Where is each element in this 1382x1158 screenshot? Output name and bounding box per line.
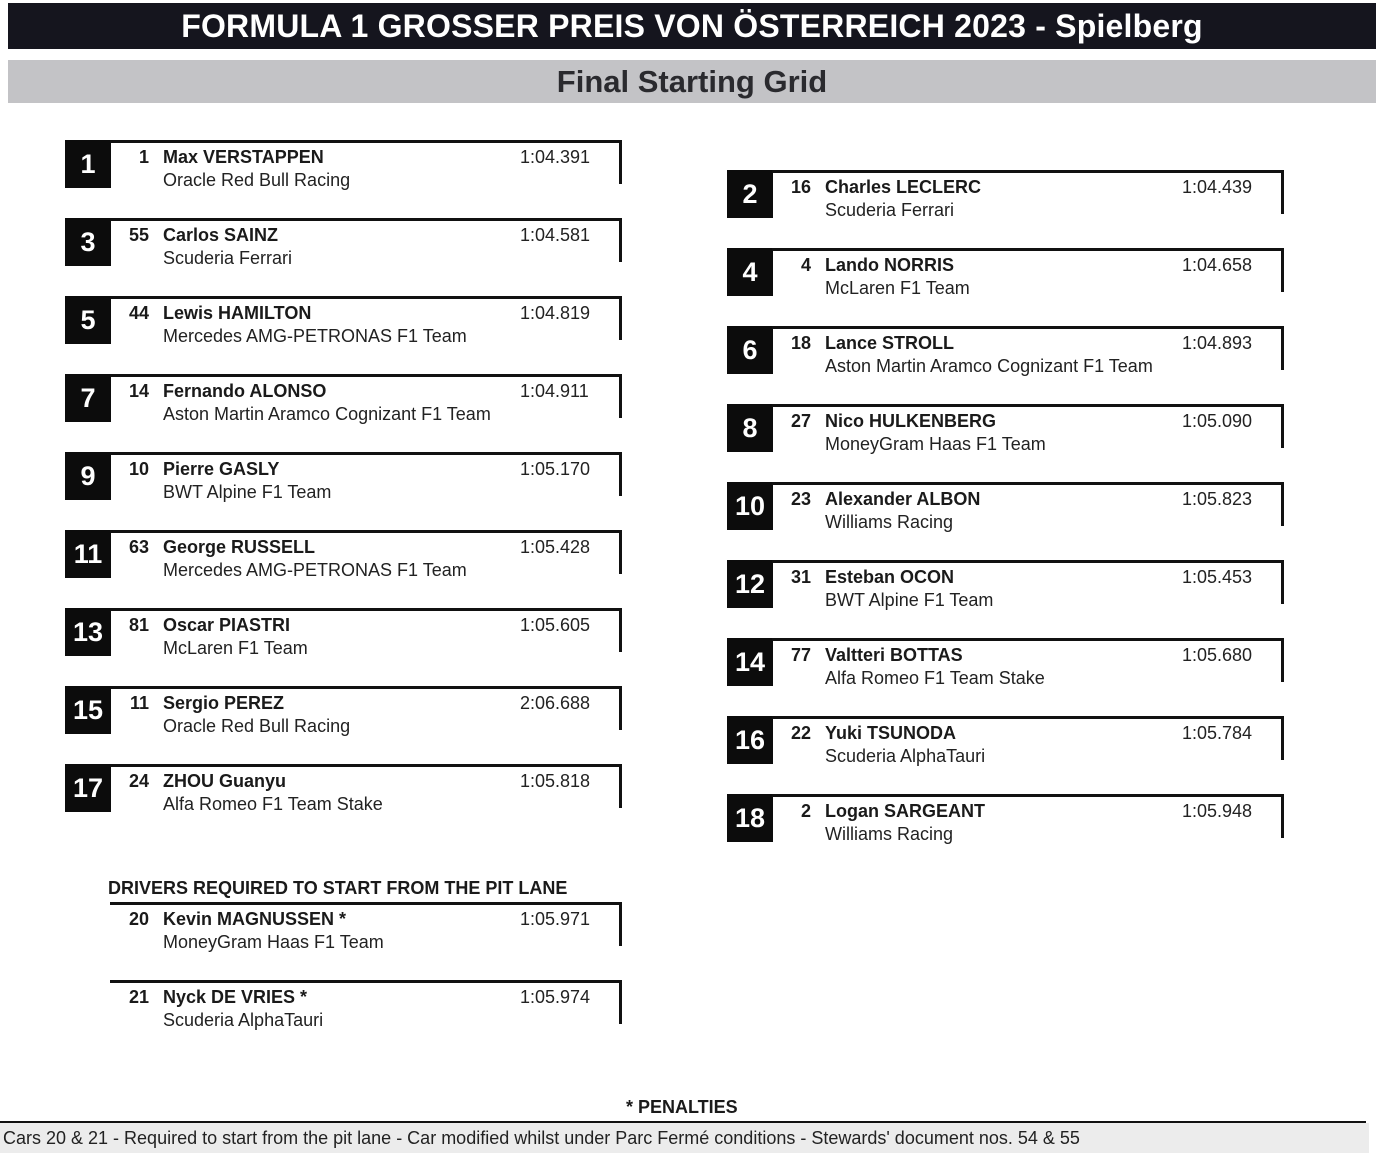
driver-name: Nico HULKENBERG xyxy=(825,411,997,431)
penalties-heading: * PENALTIES xyxy=(626,1097,738,1117)
car-number: 55 xyxy=(128,225,149,245)
grid-slot-10 xyxy=(727,482,1287,532)
car-number: 18 xyxy=(790,333,811,353)
team-name: Alfa Romeo F1 Team Stake xyxy=(825,668,1045,688)
team-name: Scuderia Ferrari xyxy=(163,248,293,268)
grid-position: 11 xyxy=(65,530,111,578)
team-name: Williams Racing xyxy=(825,512,954,532)
team-name: Scuderia AlphaTauri xyxy=(163,1010,324,1030)
car-number: 22 xyxy=(790,723,811,743)
grid-position: 7 xyxy=(65,374,111,422)
car-number: 14 xyxy=(128,381,149,401)
team-name: Mercedes AMG-PETRONAS F1 Team xyxy=(163,560,467,580)
grid-position: 14 xyxy=(727,638,773,686)
team-name: Aston Martin Aramco Cognizant F1 Team xyxy=(163,404,491,424)
driver-name: Max VERSTAPPEN xyxy=(163,147,324,167)
team-name: Alfa Romeo F1 Team Stake xyxy=(163,794,383,814)
car-number: 10 xyxy=(128,459,149,479)
car-number: 20 xyxy=(128,909,149,929)
team-name: Aston Martin Aramco Cognizant F1 Team xyxy=(825,356,1153,376)
driver-name: Pierre GASLY xyxy=(163,459,280,479)
driver-name: Esteban OCON xyxy=(825,567,955,587)
driver-name: Logan SARGEANT xyxy=(825,801,985,821)
driver-name: Alexander ALBON xyxy=(825,489,981,509)
lap-time: 1:05.948 xyxy=(1182,801,1253,821)
team-name: Scuderia AlphaTauri xyxy=(825,746,986,766)
grid-position: 18 xyxy=(727,794,773,842)
car-number: 77 xyxy=(790,645,811,665)
grid-slot-16 xyxy=(727,716,1287,766)
grid-slot-6 xyxy=(727,326,1287,376)
grid-position: 9 xyxy=(65,452,111,500)
grid-position: 13 xyxy=(65,608,111,656)
driver-name: Carlos SAINZ xyxy=(163,225,279,245)
team-name: McLaren F1 Team xyxy=(163,638,308,658)
grid-slot-7 xyxy=(65,374,625,424)
driver-name: Fernando ALONSO xyxy=(163,381,327,401)
lap-time: 1:05.971 xyxy=(520,909,591,929)
driver-name: George RUSSELL xyxy=(163,537,316,557)
document-title: FORMULA 1 GROSSER PREIS VON ÖSTERREICH 2023 - Spielberg xyxy=(8,3,1376,49)
grid-position: 16 xyxy=(727,716,773,764)
pit-lane-heading: DRIVERS REQUIRED TO START FROM THE PIT LANE xyxy=(108,878,568,898)
grid-position: 12 xyxy=(727,560,773,608)
driver-name: Lando NORRIS xyxy=(825,255,954,275)
grid-slot-2 xyxy=(727,170,1287,220)
lap-time: 1:04.581 xyxy=(520,225,591,245)
car-number: 23 xyxy=(790,489,811,509)
team-name: BWT Alpine F1 Team xyxy=(825,590,994,610)
grid-slot-4 xyxy=(727,248,1287,298)
grid-slot-12 xyxy=(727,560,1287,610)
car-number: 1 xyxy=(138,147,149,167)
grid-position: 8 xyxy=(727,404,773,452)
car-number: 44 xyxy=(128,303,149,323)
grid-position: 6 xyxy=(727,326,773,374)
team-name: Williams Racing xyxy=(825,824,954,844)
car-number: 21 xyxy=(128,987,149,1007)
grid-slot-5 xyxy=(65,296,625,346)
driver-name: Oscar PIASTRI xyxy=(163,615,291,635)
grid-slot-17 xyxy=(65,764,625,814)
car-number: 63 xyxy=(128,537,149,557)
driver-name: Sergio PEREZ xyxy=(163,693,285,713)
lap-time: 1:05.784 xyxy=(1182,723,1253,743)
lap-time: 1:05.974 xyxy=(520,987,591,1007)
driver-name: Yuki TSUNODA xyxy=(825,723,957,743)
grid-position: 5 xyxy=(65,296,111,344)
lap-time: 1:04.658 xyxy=(1182,255,1253,275)
grid-position: 1 xyxy=(65,140,111,188)
team-name: McLaren F1 Team xyxy=(825,278,970,298)
lap-time: 1:04.819 xyxy=(520,303,591,323)
team-name: Mercedes AMG-PETRONAS F1 Team xyxy=(163,326,467,346)
grid-position: 15 xyxy=(65,686,111,734)
team-name: BWT Alpine F1 Team xyxy=(163,482,332,502)
grid-slot-8 xyxy=(727,404,1287,454)
lap-time: 1:04.911 xyxy=(520,381,589,401)
lap-time: 1:05.090 xyxy=(1182,411,1253,431)
driver-name: Kevin MAGNUSSEN * xyxy=(163,909,347,929)
pit-lane-slot xyxy=(65,980,625,1030)
lap-time: 1:05.818 xyxy=(520,771,591,791)
lap-time: 1:05.605 xyxy=(520,615,591,635)
lap-time: 1:05.428 xyxy=(520,537,591,557)
grid-position: 10 xyxy=(727,482,773,530)
car-number: 4 xyxy=(800,255,811,275)
driver-name: Lance STROLL xyxy=(825,333,955,353)
lap-time: 2:06.688 xyxy=(520,693,591,713)
lap-time: 1:04.439 xyxy=(1182,177,1253,197)
driver-name: Valtteri BOTTAS xyxy=(825,645,963,665)
grid-position: 17 xyxy=(65,764,111,812)
lap-time: 1:04.893 xyxy=(1182,333,1253,353)
driver-name: Lewis HAMILTON xyxy=(163,303,312,323)
grid-slot-14 xyxy=(727,638,1287,688)
grid-slot-13 xyxy=(65,608,625,658)
team-name: MoneyGram Haas F1 Team xyxy=(163,932,384,952)
penalty-note: Cars 20 & 21 - Required to start from the pit lane - Car modified whilst under Parc Fermé conditions - Stewards' document nos. 54 & 55 xyxy=(0,1123,1369,1153)
grid-slot-15 xyxy=(65,686,625,736)
team-name: Oracle Red Bull Racing xyxy=(163,716,351,736)
grid-position: 3 xyxy=(65,218,111,266)
car-number: 27 xyxy=(790,411,811,431)
car-number: 11 xyxy=(129,693,149,713)
pit-lane-slot xyxy=(65,902,625,952)
document-subtitle: Final Starting Grid xyxy=(8,60,1376,103)
grid-slot-11 xyxy=(65,530,625,580)
grid-slot-3 xyxy=(65,218,625,268)
grid-slot-18 xyxy=(727,794,1287,844)
car-number: 16 xyxy=(790,177,811,197)
lap-time: 1:04.391 xyxy=(520,147,591,167)
lap-time: 1:05.680 xyxy=(1182,645,1253,665)
driver-name: Nyck DE VRIES * xyxy=(163,987,308,1007)
lap-time: 1:05.823 xyxy=(1182,489,1253,509)
grid-position: 2 xyxy=(727,170,773,218)
driver-name: ZHOU Guanyu xyxy=(163,771,287,791)
car-number: 24 xyxy=(128,771,149,791)
car-number: 31 xyxy=(790,567,811,587)
team-name: Oracle Red Bull Racing xyxy=(163,170,351,190)
grid-slot-1 xyxy=(65,140,625,190)
lap-time: 1:05.170 xyxy=(520,459,591,479)
grid-position: 4 xyxy=(727,248,773,296)
driver-name: Charles LECLERC xyxy=(825,177,982,197)
car-number: 2 xyxy=(800,801,811,821)
team-name: MoneyGram Haas F1 Team xyxy=(825,434,1046,454)
car-number: 81 xyxy=(128,615,149,635)
grid-slot-9 xyxy=(65,452,625,502)
lap-time: 1:05.453 xyxy=(1182,567,1253,587)
team-name: Scuderia Ferrari xyxy=(825,200,955,220)
